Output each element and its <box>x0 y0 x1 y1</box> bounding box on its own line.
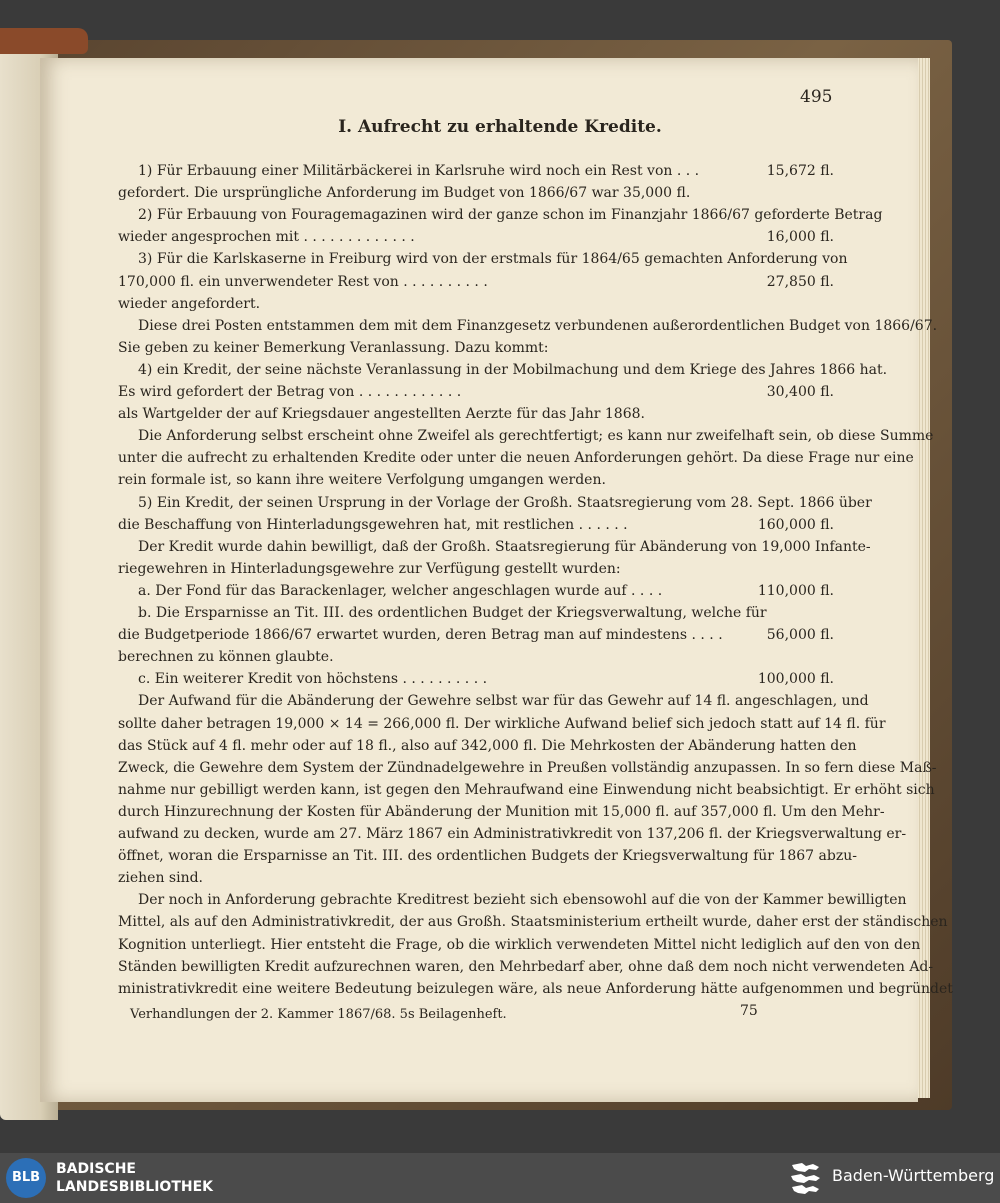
line-text: 4) ein Kredit, der seine nächste Veranlassung in der Mobilmachung und dem Kriege des Jahres 1866 hat. <box>138 361 888 378</box>
text-line <box>118 934 921 956</box>
line-text: 2) Für Erbauung von Fouragemagazinen wird der ganze schon im Finanzjahr 1866/67 geforderte Betrag <box>138 207 883 224</box>
line-text: die Budgetperiode 1866/67 erwartet wurden, deren Betrag man auf mindestens . . . . <box>118 627 723 644</box>
line-text: rein formale ist, so kann ihre weitere Verfolgung umgangen werden. <box>118 472 606 489</box>
text-line <box>118 845 857 867</box>
line-amount: 30,400 fl. <box>766 384 834 400</box>
line-text: Der noch in Anforderung gebrachte Kreditrest bezieht sich ebensowohl auf die von der Kammer bewilligten <box>138 892 907 909</box>
text-line <box>118 359 888 381</box>
line-text: Der Aufwand für die Abänderung der Gewehre selbst war für das Gewehr auf 14 fl. angeschlagen, und <box>138 693 869 710</box>
text-line <box>118 823 907 845</box>
line-amount: 100,000 fl. <box>757 671 834 688</box>
text-line <box>118 182 834 204</box>
footer-sheet-number: 75 <box>740 1003 758 1019</box>
text-line <box>118 315 938 337</box>
text-line <box>118 271 834 293</box>
text-line <box>118 381 834 403</box>
text-line <box>118 867 834 889</box>
text-line <box>118 668 834 690</box>
text-line <box>118 757 937 779</box>
text-line <box>118 978 953 1000</box>
line-text: das Stück auf 4 fl. mehr oder auf 18 fl., also auf 342,000 fl. Die Mehrkosten der Abänderung hatten den <box>118 737 857 754</box>
line-amount: 27,850 fl. <box>766 273 834 290</box>
line-text: Es wird gefordert der Betrag von . . . . . . . . . . . . <box>118 384 462 400</box>
line-amount: 15,672 fl. <box>766 163 834 179</box>
section-heading: I. Aufrecht zu erhaltende Kredite. <box>338 117 662 137</box>
text-line <box>118 425 934 447</box>
text-line <box>118 956 934 978</box>
line-text: wieder angesprochen mit . . . . . . . . . . . . . <box>118 229 415 246</box>
text-line <box>118 403 834 425</box>
line-text: Sie geben zu keiner Bemerkung Veranlassung. Dazu kommt: <box>118 339 549 356</box>
line-text: ministrativkredit eine weitere Bedeutung beizulegen wäre, als neue Anforderung hätte aufgenommen und begründet <box>118 980 953 997</box>
line-amount: 160,000 fl. <box>757 516 834 533</box>
text-line <box>118 735 857 757</box>
text-line <box>118 204 883 226</box>
text-line <box>118 226 834 248</box>
line-text: b. Die Ersparnisse an Tit. III. des ordentlichen Budget der Kriegsverwaltung, welche für <box>138 605 767 621</box>
text-line <box>118 293 834 315</box>
text-line <box>118 889 907 911</box>
text-line <box>118 536 871 558</box>
text-line <box>118 492 872 514</box>
spine-band <box>0 28 88 54</box>
line-text: die Beschaffung von Hinterladungsgewehren hat, mit restlichen . . . . . . <box>118 516 628 533</box>
line-text: Mittel, als auf den Administrativkredit, der aus Großh. Staatsministerium ertheilt wurde, daher erst der ständischen <box>118 914 948 931</box>
line-text: nahme nur gebilligt werden kann, ist gegen den Mehraufwand eine Einwendung nicht beabsichtigt. Er erhöht sich <box>118 781 935 798</box>
line-text: ziehen sind. <box>118 870 203 887</box>
line-text: riegewehren in Hinterladungsgewehre zur Verfügung gestellt wurden: <box>118 560 621 577</box>
line-amount: 16,000 fl. <box>766 229 834 246</box>
text-line <box>118 713 886 735</box>
line-text: 5) Ein Kredit, der seinen Ursprung in der Vorlage der Großh. Staatsregierung vom 28. Sept. 1866 über <box>138 494 872 511</box>
line-text: a. Der Fond für das Barackenlager, welcher angeschlagen wurde auf . . . . <box>138 582 663 599</box>
line-text: 1) Für Erbauung einer Militärbäckerei in Karlsruhe wird noch ein Rest von . . . <box>138 163 700 179</box>
line-text: 170,000 fl. ein unverwendeter Rest von . . . . . . . . . . <box>118 273 488 290</box>
baden-wuerttemberg-lion-icon <box>789 1160 823 1196</box>
line-text: Ständen bewilligten Kredit aufzurechnen waren, den Mehrbedarf aber, ohne daß dem noch nicht verwendeten Ad- <box>118 958 934 975</box>
line-text: Kognition unterliegt. Hier entsteht die Frage, ob die wirklich verwendeten Mittel nicht lediglich auf den von den <box>118 936 921 953</box>
line-text: Die Anforderung selbst erscheint ohne Zweifel als gerechtfertigt; es kann nur zweifelhaft sein, ob diese Summe <box>138 428 934 445</box>
baden-wuerttemberg-label[interactable]: Baden-Württemberg <box>832 1166 995 1185</box>
line-text: als Wartgelder der auf Kriegsdauer angestellten Aerzte für das Jahr 1868. <box>118 406 645 423</box>
text-line <box>118 337 834 359</box>
line-text: Zweck, die Gewehre dem System der Zündnadelgewehre in Preußen vollständig anzupassen. In so fern diese Maß- <box>118 759 937 776</box>
text-line <box>118 624 834 646</box>
blb-logo[interactable]: BLB <box>6 1158 46 1198</box>
line-amount: 110,000 fl. <box>757 582 834 599</box>
line-text: aufwand zu decken, wurde am 27. März 1867 ein Administrativkredit von 137,206 fl. der Kriegsverwaltung er- <box>118 826 907 842</box>
text-line <box>118 602 834 624</box>
footer-source: Verhandlungen der 2. Kammer 1867/68. 5s Beilagenheft. <box>130 1007 507 1022</box>
line-text: sollte daher betragen 19,000 × 14 = 266,000 fl. Der wirkliche Aufwand belief sich jedoch statt auf 14 fl. für <box>118 715 886 732</box>
line-text: unter die aufrecht zu erhaltenden Kredite oder unter die neuen Anforderungen gehört. Da diese Frage nur eine <box>118 450 914 467</box>
text-line <box>118 801 885 823</box>
text-line <box>118 469 834 491</box>
line-text: Der Kredit wurde dahin bewilligt, daß der Großh. Staatsregierung für Abänderung von 19,000 Infante- <box>138 538 871 555</box>
line-text: durch Hinzurechnung der Kosten für Abänderung der Munition mit 15,000 fl. auf 357,000 fl. Um den Mehr- <box>118 803 885 820</box>
text-line <box>118 690 869 712</box>
line-text: öffnet, woran die Ersparnisse an Tit. III. des ordentlichen Budgets der Kriegsverwaltung für 1867 abzu- <box>118 848 857 865</box>
line-amount: 56,000 fl. <box>766 627 834 644</box>
text-line <box>118 580 834 602</box>
line-text: gefordert. Die ursprüngliche Anforderung im Budget von 1866/67 war 35,000 fl. <box>118 185 691 202</box>
line-text: c. Ein weiterer Kredit von höchstens . . . . . . . . . . <box>138 671 488 688</box>
blb-name-line1: BADISCHE <box>56 1161 136 1177</box>
text-line <box>118 514 834 536</box>
page-number: 495 <box>800 87 833 107</box>
blb-library-name[interactable] <box>56 1160 213 1196</box>
text-line <box>118 160 834 182</box>
line-text: berechnen zu können glaubte. <box>118 649 334 666</box>
text-line <box>118 779 935 801</box>
text-line <box>118 911 948 933</box>
text-line <box>118 248 848 270</box>
line-text: wieder angefordert. <box>118 295 261 312</box>
line-text: Diese drei Posten entstammen dem mit dem Finanzgesetz verbundenen außerordentlichen Budget von 1866/67. <box>138 317 938 334</box>
text-line <box>118 558 834 580</box>
text-line <box>118 447 914 469</box>
line-text: 3) Für die Karlskaserne in Freiburg wird von der erstmals für 1864/65 gemachten Anforderung von <box>138 251 848 268</box>
text-line <box>118 646 834 668</box>
blb-name-line2: LANDESBIBLIOTHEK <box>56 1179 214 1195</box>
